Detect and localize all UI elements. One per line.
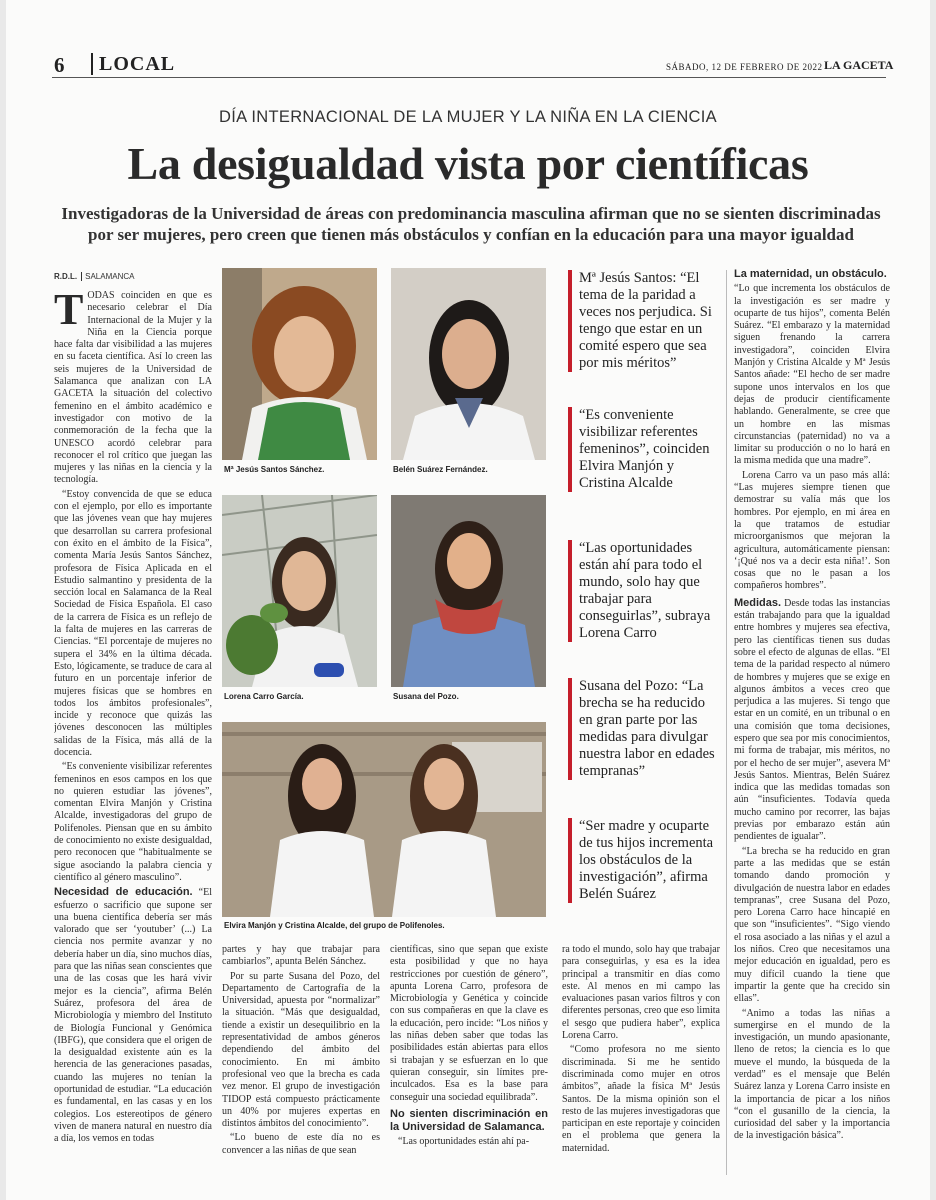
photo-susana-del-pozo (391, 495, 546, 687)
photo-maria-jesus-santos (222, 268, 377, 460)
portrait-illustration (222, 722, 546, 917)
drop-cap: T (54, 290, 84, 334)
byline-author: R.D.L. (54, 272, 82, 281)
paragraph (734, 597, 890, 844)
photo-lorena-carro (222, 495, 377, 687)
paragraph: “Como profesora no me siento discriminada. Si me he sentido discriminada como mujer en otros ámbitos”, añade la física Mª Jesús Santos. De la misma opinión son el resto de las mujeres investigadoras que participan en este reportaje y coinciden en el problema que genera la maternidad. (562, 1044, 720, 1154)
paragraph: “Las oportunidades están ahí pa- (398, 1136, 530, 1148)
article-column-2 (222, 944, 380, 1174)
pull-quote: “Es conveniente visibilizar referentes femeninos”, coinciden Elvira Manjón y Cristina Alcalde (568, 407, 718, 492)
headline: La desigualdad vista por científicas (127, 138, 809, 189)
paragraph: “Es conveniente visibilizar referentes femeninos en esos campos en los que no quieren estudiar las jóvenes”, comentan Elvira Manjón y Cristina Alcalde, investigadoras del grupo de Polifenoles. Piensan que en su ámbito de conocimiento no existe desigualdad, pero reconocen que “habitualmente se sigue asociando la palabra ciencia y científico al género masculino”. (54, 761, 212, 883)
paragraph: “Estoy convencida de que se educa con el ejemplo, por ello es importante que las jóvenes vean que hay mujeres que desarrollan su carrera profesional con éxito en el ámbito de la Física”, comenta María Jesús Santos Sánchez, profesora de Física Aplicada en el Estudio salmantino y presidenta de la sección local en Salamanca de la Real Sociedad de Física Española. El caso de la carrera de Física es un reflejo de la falta de mujeres en las carreras de Ciencias. “El porcentaje de mujeres no supera el 34% en la última década. Esto, lógicamente, se traduce de cara al futuro en un porcentaje inferior de mujeres físicas que se hombres en todos los ámbitos profesionales”, incide y reconoce que quizás las jóvenes desconocen las múltiples salidas de la Física, más allá de la docencia. (54, 488, 212, 758)
article-column-1 (54, 290, 212, 1178)
paragraph: “La brecha se ha reducido en gran parte a las medidas que se están tomando dando promoción y divulgación de nuestra labor en edades tempranas”, cree Susana del Pozo, pero Lorena Carro hace hincapié en que son “insuficientes”. “Sigo viendo el rosa asociado a las niñas y el azul a los niños. Creo que necesitamos una mejor educación en igualdad, pero es muy difícil cuando la tiene que impartir la gente que ha crecido sin ellas”. (734, 845, 890, 1005)
subheading: Necesidad de educación. (54, 886, 193, 899)
subheading-text: La maternidad, un obstáculo. (734, 268, 887, 280)
newspaper-brand: LA GACETA (824, 58, 894, 72)
issue-date: SÁBADO, 12 DE FEBRERO DE 2022 (666, 62, 823, 72)
pull-quote: “Ser madre y ocuparte de tus hijos incrementa los obstáculos de la investigación”, afirma Belén Suárez (568, 818, 718, 903)
paragraph (54, 290, 212, 487)
subheading (734, 268, 890, 281)
photo-caption: Lorena Carro García. (224, 692, 304, 701)
paragraph: partes y hay que trabajar para cambiarlos”, apunta Belén Sánchez. (222, 944, 380, 968)
portrait-illustration (391, 268, 546, 460)
paragraph-text: Desde todas las instancias están trabajando para que la igualdad entre hombres y mujeres sea efectiva, pero las científicas tienen sus dudas sobre el efecto de algunas de ellas. “El tema de la paridad respecto al número de hombres y mujeres que se exige en algunos ámbitos a veces creo que perjudica a las mujeres. Si tengo que estar en un comité, en un tribunal o en una comisión que toma decisiones, espero que sea por mis conocimientos, mi forma de trabajar, mis méritos, no por el hecho de ser mujer”, asevera Mª Jesús Santos. Mientras, Belén Suárez indica que las medidas tomadas son aún “insuficientes. Todavía queda mucho camino por recorrer, las bajas previas por embarazo están aún pendientes de igualar”. (734, 597, 890, 843)
article-column-3 (390, 944, 548, 1174)
photo-caption: Elvira Manjón y Cristina Alcalde, del grupo de Polifenoles. (224, 921, 445, 930)
paragraph (54, 886, 212, 1145)
subheading-text: Medidas. (734, 596, 782, 609)
page-number: 6 (54, 53, 65, 77)
pull-quote: Susana del Pozo: “La brecha se ha reducido en gran parte por las medidas para divulgar nuestra labor en edades tempranas” (568, 678, 718, 780)
photo-caption: Belén Suárez Fernández. (393, 465, 488, 474)
photo-elvira-manjon-cristina-alcalde (222, 722, 546, 917)
newspaper-page (6, 0, 930, 1200)
paragraph: científicas, sino que sepan que existe esta posibilidad y que no haya restricciones por cuestión de género”, apunta Lorena Carro, profesora de Microbiología y Genética y coincide con sus compañeras en que la clave es la educación, pero incide: “Los niños y las niñas deben saber que todas las posibilidades están abiertas para ellos si trabajan y se esfuerzan en lo que quieran conseguir, sin límites pre-inculcados. Esa es la base para conseguir una sociedad equilibrada”. (390, 944, 548, 1103)
portrait-illustration (391, 495, 546, 687)
paragraph: “Lo bueno de este día no es convencer a las niñas de que sean (222, 1132, 380, 1156)
pull-quote: “Las oportunidades están ahí para todo el mundo, solo hay que trabajar para conseguirlas”, subraya Lorena Carro (568, 540, 718, 642)
subheading (390, 1108, 548, 1135)
section-name: LOCAL (91, 53, 175, 75)
subheading-text: No sienten discriminación en la Universidad de Salamanca. (390, 1107, 548, 1134)
article-column-5 (734, 268, 890, 1178)
header-rule (52, 77, 886, 78)
byline (54, 272, 134, 281)
paragraph: Por su parte Susana del Pozo, del Departamento de Cartografía de la Universidad, apuesta por “normalizar” la situación. “Más que desigualdad, tiende a existir un desequilibrio en la representatividad de ambos géneros dependiendo del ámbito del conocimiento. En mi ámbito profesional veo que la brecha es cada vez menor. El grupo de investigación TIDOP está compuesto prácticamente un 40% por mujeres expertas en distintos ámbitos del conocimiento”. (222, 970, 380, 1130)
portrait-illustration (222, 495, 377, 687)
paragraph: Lorena Carro va un paso más allá: “Las mujeres siempre tienen que demostrar su valía más que los hombres. Por ejemplo, en mi área en la que tratamos de estudiar microorganismos que mejoran la agricultura, automáticamente piensan: ‘¡Qué nos va a decir esta niña!’. Son cosas que no le pasan a los compañeros hombres”. (734, 469, 890, 592)
subheadline: Investigadoras de la Universidad de áreas con predominancia masculina afirman que no se sienten discriminadas por ser mujeres, pero creen que tienen más obstáculos y confían en la educación para una mayor igualdad (61, 204, 881, 244)
paragraph-text: “El esfuerzo o sacrificio que supone ser una buena científica debería ser más valorado que ser ‘youtuber’ (...) La ciencia nos permite avanzar y no debería haber un día, sino muchos días, para que las niñas sean conscientes que una de las cosas que les hará vivir mejor es la ciencia”, afirma Belén Suárez, profesora del área de Microbiología y miembro del Instituto de Biología Funcional y Genómica (IBFG), que considera que el origen de la desigualdad existente aún es la herencia de las generaciones pasadas, cuando las mujeres no tenían la oportunidad de estudiar. “La educación es fundamental, en las casas y en los colegios. Los estereotipos de género viven de manera natural en nuestro día a día, los vemos en todas (54, 887, 212, 1145)
pull-quote: Mª Jesús Santos: “El tema de la paridad a veces nos perjudica. Si tengo que estar en un comité espero que sea por mis méritos” (568, 270, 718, 372)
paragraph: “Animo a todas las niñas a sumergirse en el mundo de la investigación, un mundo apasionante, lleno de retos; la ciencia es lo que mueve el mundo, la búsqueda de la verdad” es el mensaje que Belén Suárez lanza y Lorena Carro insiste en la importancia de picar a los niños “con el gusanillo de la ciencia, la curiosidad del saber y la importancia de la investigación básica”. (734, 1007, 890, 1142)
byline-place: SALAMANCA (85, 272, 135, 281)
photo-caption: Susana del Pozo. (393, 692, 459, 701)
portrait-illustration (222, 268, 377, 460)
photo-caption: Mª Jesús Santos Sánchez. (224, 465, 325, 474)
paragraph: “Lo que incrementa los obstáculos de la investigación es ser madre y ocuparte de tus hijos”, comenta Belén Suárez. “El embarazo y la maternidad siguen frenando la carrera investigadora”, coinciden Elvira Manjón y Cristina Alcalde y Mª Jesús Santos añade: “El hecho de ser madre supone unos intervalos en los que dejas de producir científicamente hablando. Generalmente, se cree que un hombre en las mismas circunstancias (paternidad) no va a limitar su producción o no lo hará en la misma medida que una madre”. (734, 283, 890, 467)
article-column-4 (562, 944, 720, 1174)
photo-belen-suarez (391, 268, 546, 460)
column-divider (726, 270, 727, 1175)
kicker: DÍA INTERNACIONAL DE LA MUJER Y LA NIÑA EN LA CIENCIA (219, 108, 717, 126)
paragraph-text: ODAS coinciden en que es necesario celebrar el Día Internacional de la Mujer y la Niña en la Ciencia porque hace falta dar visibilidad a las mujeres en su faceta científica. Así lo creen las seis mujeres de la Universidad de Salamanca que analizan con LA GACETA la situación del colectivo femenino en el ámbito académico e investigador con motivo de la conmemoración de la fecha que la UNESCO acordó celebrar para reconocer el rol crítico que juegan las mujeres y las niñas en la ciencia y la tecnología. (54, 290, 212, 486)
paragraph: ra todo el mundo, solo hay que trabajar para conseguirlas, y esa es la idea principal a transmitir en días como este. Al menos en mi campo las evaluaciones pasan varios filtros y con diferentes personas, creo que eso limita el sesgo que pudiera haber”, explica Lorena Carro. (562, 944, 720, 1042)
